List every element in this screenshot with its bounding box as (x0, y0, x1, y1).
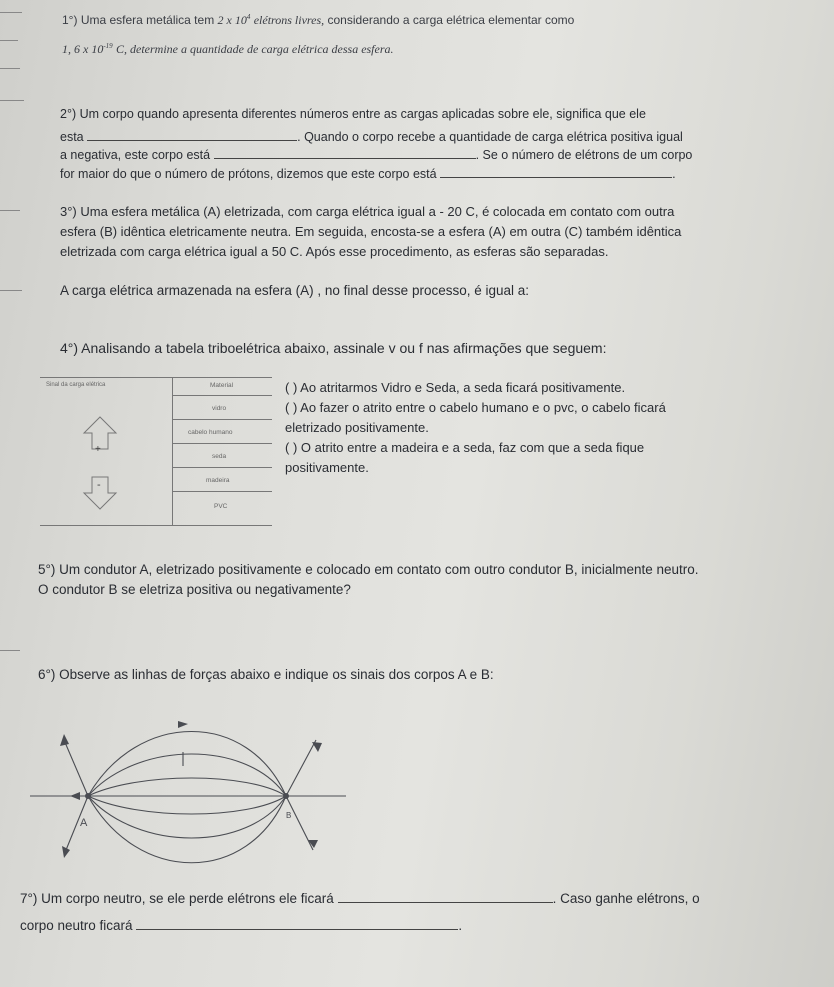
margin-mark (0, 290, 22, 291)
q1-text-3: C, determine a quantidade de carga elétrica dessa esfera. (116, 42, 394, 56)
question-7-line-1: 7°) Um corpo neutro, se ele perde elétrons ele ficará . Caso ganhe elétrons, o (20, 891, 700, 906)
body-b-dot (283, 793, 289, 799)
field-line (88, 778, 286, 796)
question-2-line-2: esta . Quando o corpo recebe a quantidade de carga elétrica positiva igual (60, 130, 683, 144)
table-row-line (172, 491, 272, 492)
field-line (88, 796, 286, 838)
margin-mark (0, 100, 24, 101)
table-material-madeira: madeira (206, 477, 230, 484)
arrow-head (62, 846, 70, 858)
answer-blank[interactable] (214, 147, 476, 159)
margin-mark (0, 650, 20, 651)
q4-statement-2-cont: eletrizado positivamente. (285, 420, 429, 435)
margin-mark (0, 40, 18, 41)
label-a: A (80, 817, 88, 829)
answer-blank[interactable] (87, 129, 297, 141)
question-2-line-4: for maior do que o número de prótons, dizemos que este corpo está . (60, 167, 676, 181)
table-material-pvc: PVC (214, 503, 228, 510)
arrow-head (70, 792, 80, 800)
answer-blank[interactable] (440, 166, 672, 178)
table-row-line (172, 443, 272, 444)
label-b: B (286, 811, 292, 820)
table-header-sign: Sinal da carga elétrica (46, 382, 106, 388)
field-line (64, 740, 88, 796)
triboelectric-table (40, 377, 272, 527)
q1-handwritten: elétrons livres, (253, 13, 325, 27)
question-3-line-1: 3°) Uma esfera metálica (A) eletrizada, com carga elétrica igual a - 20 C, é colocada em contato com outra (60, 204, 675, 219)
question-3-line-2: esfera (B) idêntica eletricamente neutra. Em seguida, encosta-se a esfera (A) em outra (C) também idêntica (60, 224, 682, 239)
field-line (286, 740, 316, 796)
q4-statement-1: ( ) Ao atritarmos Vidro e Seda, a seda ficará positivamente. (285, 380, 626, 395)
question-3-line-3: eletrizada com carga elétrica igual a 50 C. Após esse procedimento, as esferas são separadas. (60, 244, 609, 259)
table-border (40, 525, 272, 526)
table-border (40, 377, 272, 378)
margin-mark (0, 68, 20, 69)
table-row-line (172, 419, 272, 420)
body-a-dot (85, 793, 91, 799)
q1-charge: 1, 6 x $10^{-19}$ (62, 42, 113, 56)
table-material-seda: seda (212, 453, 227, 460)
field-lines-diagram (28, 700, 348, 880)
question-2-line-3: a negativa, este corpo está . Se o número de elétrons de um corpo (60, 148, 693, 162)
arrow-head (60, 734, 69, 746)
question-1-line-1 (62, 9, 574, 28)
table-material-vidro: vidro (212, 405, 227, 412)
q4-statement-2: ( ) Ao fazer o atrito entre o cabelo humano e o pvc, o cabelo ficará (285, 400, 666, 415)
minus-sign: - (97, 479, 101, 491)
q1-number: 1°) (62, 13, 78, 27)
question-5-line-2: O condutor B se eletriza positiva ou negativamente? (38, 582, 351, 597)
q1-text: Uma esfera metálica tem (80, 13, 215, 27)
q1-value: 2 x $10^4$ (217, 13, 251, 27)
arrow-head (178, 721, 188, 728)
field-line (88, 796, 286, 814)
question-5-line-1: 5°) Um condutor A, eletrizado positivamente e colocado em contato com outro condutor B, inicialmente neutro. (38, 562, 699, 577)
q4-statement-3: ( ) O atrito entre a madeira e a seda, faz com que a seda fique (285, 440, 645, 455)
charge-arrows (80, 413, 120, 523)
q4-statement-3-cont: positivamente. (285, 460, 369, 475)
q1-text-2: considerando a carga elétrica elementar como (327, 13, 575, 27)
question-1-line-2 (62, 38, 394, 57)
margin-mark (0, 12, 22, 13)
table-material-cabelo: cabelo humano (188, 429, 233, 436)
answer-blank[interactable] (136, 918, 458, 930)
table-row-line (172, 395, 272, 396)
field-line (286, 796, 313, 850)
table-row-line (172, 467, 272, 468)
plus-sign: + (95, 444, 101, 455)
table-divider (172, 377, 173, 525)
answer-blank[interactable] (338, 891, 553, 903)
arrow-head (312, 742, 322, 752)
question-2-line-1: 2°) Um corpo quando apresenta diferentes números entre as cargas aplicadas sobre ele, significa que ele (60, 107, 646, 121)
question-3-line-4: A carga elétrica armazenada na esfera (A) , no final desse processo, é igual a: (60, 283, 530, 298)
margin-mark (0, 210, 20, 211)
question-4-title: 4°) Analisando a tabela triboelétrica abaixo, assinale v ou f nas afirmações que seguem: (60, 340, 607, 356)
question-6-title: 6°) Observe as linhas de forças abaixo e indique os sinais dos corpos A e B: (38, 667, 494, 682)
table-header-material: Material (210, 382, 234, 389)
question-7-line-2: corpo neutro ficará . (20, 918, 463, 933)
